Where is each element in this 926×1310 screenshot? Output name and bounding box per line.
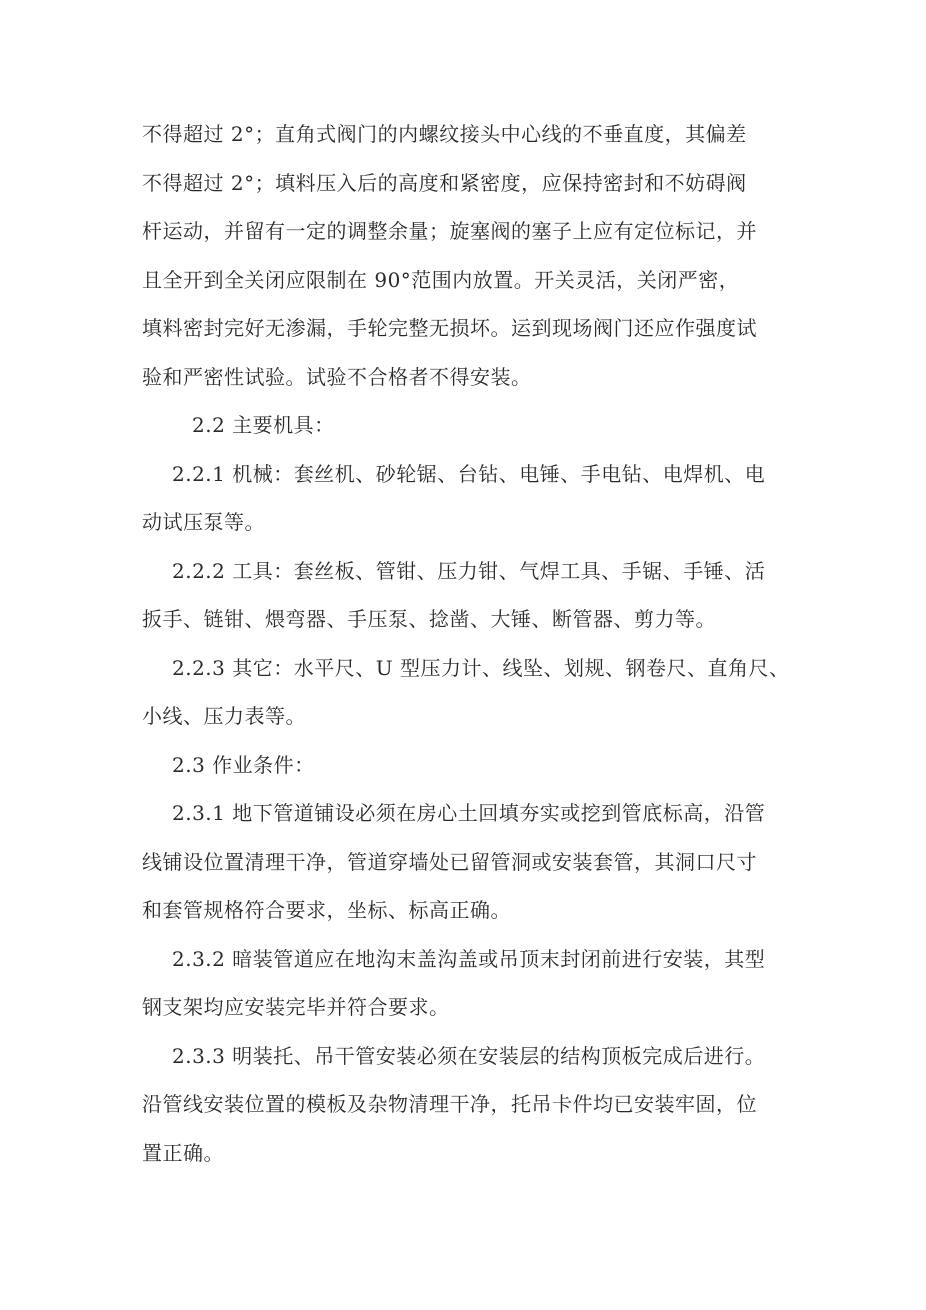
text-line: 2.2.1 机械：套丝机、砂轮锯、台钻、电锤、手电钻、电焊机、电 (172, 461, 766, 486)
text-line: 小线、压力表等。 (142, 704, 306, 728)
paragraph-2-2-3 (142, 644, 788, 741)
text-line: 2.2.2 工具：套丝板、管钳、压力钳、气焊工具、手锯、手锤、活 (172, 558, 766, 583)
text-line: 验和严密性试验。试验不合格者不得安装。 (142, 364, 532, 389)
text-line: 2.3.2 暗装管道应在地沟末盖沟盖或吊顶末封闭前进行安装，其型 (172, 946, 766, 971)
heading-2-3 (142, 741, 788, 790)
paragraph-2-3-1 (142, 789, 788, 935)
text-line: 和套管规格符合要求，坐标、标高正确。 (142, 898, 511, 922)
document-page (142, 110, 788, 1177)
text-line: 2.3.1 地下管道铺设必须在房心土回填夯实或挖到管底标高，沿管 (172, 801, 766, 825)
paragraph-2-3-3 (142, 1032, 788, 1178)
text-line: 不得超过 2°；直角式阀门的内螺纹接头中心线的不垂直度，其偏差 (142, 122, 747, 146)
paragraph-2-2-1 (142, 450, 788, 547)
text-line: 2.2.3 其它：水平尺、U 型压力计、线坠、划规、钢卷尺、直角尺、 (172, 655, 790, 680)
text-line: 线铺设位置清理干净，管道穿墙处已留管洞或安装套管，其洞口尺寸 (142, 849, 757, 874)
text-line: 2.3.3 明装托、吊干管安装必须在安装层的结构顶板完成后进行。 (172, 1043, 766, 1068)
paragraph-2-3-2 (142, 935, 788, 1032)
text-line: 沿管线安装位置的模板及杂物清理干净，托吊卡件均已安装牢固，位 (142, 1092, 757, 1116)
text-line: 杆运动，并留有一定的调整余量；旋塞阀的塞子上应有定位标记，并 (142, 219, 757, 243)
heading-2-2 (142, 401, 788, 450)
text-line: 动试压泵等。 (142, 510, 265, 534)
text-line: 置正确。 (142, 1140, 224, 1165)
text-line: 不得超过 2°；填料压入后的高度和紧密度，应保持密封和不妨碍阀 (142, 170, 747, 195)
paragraph-2-2-2 (142, 547, 788, 644)
text-line: 钢支架均应安装完毕并符合要求。 (142, 995, 450, 1019)
text-line: 扳手、链钳、煨弯器、手压泵、捻凿、大锤、断管器、剪力等。 (142, 607, 716, 631)
section-heading: 2.3 作业条件： (172, 752, 315, 777)
paragraph-valve-requirements (142, 110, 788, 401)
text-line: 填料密封完好无渗漏，手轮完整无损坏。运到现场阀门还应作强度试 (142, 316, 757, 340)
section-heading: 2.2 主要机具： (192, 413, 335, 437)
text-line: 且全开到全关闭应限制在 90°范围内放置。开关灵活，关闭严密， (142, 267, 740, 292)
